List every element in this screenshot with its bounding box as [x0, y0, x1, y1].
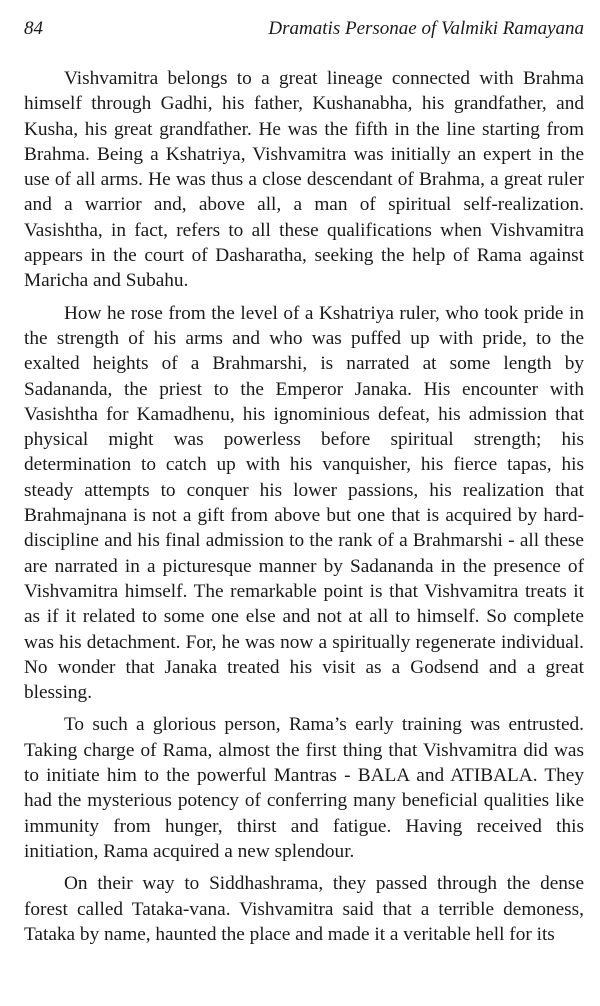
body-text	[24, 66, 584, 954]
paragraph: Vishvamitra belongs to a great lineage connected with Brahma himself through Gadhi, his father, Kushanabha, his grandfather, and Kusha, his great grandfather. He was the fifth in the line starting from Brahma. Being a Kshatriya, Vishvamitra was initially an expert in the use of all arms. He was thus a close descendant of Brahma, a great ruler and a warrior and, above all, a man of spiritual self-realization. Vasishtha, in fact, refers to all these qualifications when Vishvamitra appears in the court of Dasharatha, seeking the help of Rama against Maricha and Subahu.	[24, 68, 584, 292]
paragraph: On their way to Siddhashrama, they passed through the dense forest called Tataka-vana. Vishvamitra said that a terrible demoness, Tataka by name, haunted the place and made it a veritable hell for its	[24, 873, 584, 945]
book-page	[24, 0, 584, 1006]
paragraph: To such a glorious person, Rama’s early training was entrusted. Taking charge of Rama, almost the first thing that Vishvamitra did was to initiate him to the powerful Mantras - BALA and ATIBALA. They had the mysterious potency of conferring many beneficial qualities like immunity from hunger, thirst and fatigue. Having received this initiation, Rama acquired a new splendour.	[24, 714, 584, 862]
paragraph: How he rose from the level of a Kshatriya ruler, who took pride in the strength of his arms and who was puffed up with pride, to the exalted heights of a Brahmarshi, is narrated at some length by Sadananda, the priest to the Emperor Janaka. His encounter with Vasishtha for Kamadhenu, his ignominious defeat, his admission that physical might was powerless before spiritual strength; his determination to catch up with his vanquisher, his fierce tapas, his steady attempts to conquer his lower passions, his realization that Brahmajnana is not a gift from above but one that is acquired by hard-discipline and his final admission to the rank of a Brahmarshi - all these are narrated in a picturesque manner by Sadananda in the presence of Vishvamitra himself. The remarkable point is that Vishvamitra treats it as if it related to some one else and not at all to himself. So complete was his detachment. For, he was now a spiritually regenerate individual. No wonder that Janaka treated his visit as a Godsend and a great blessing.	[24, 302, 584, 704]
book-title: Dramatis Personae of Valmiki Ramayana	[268, 18, 584, 39]
page-number: 84	[24, 18, 43, 39]
running-head	[24, 18, 584, 44]
